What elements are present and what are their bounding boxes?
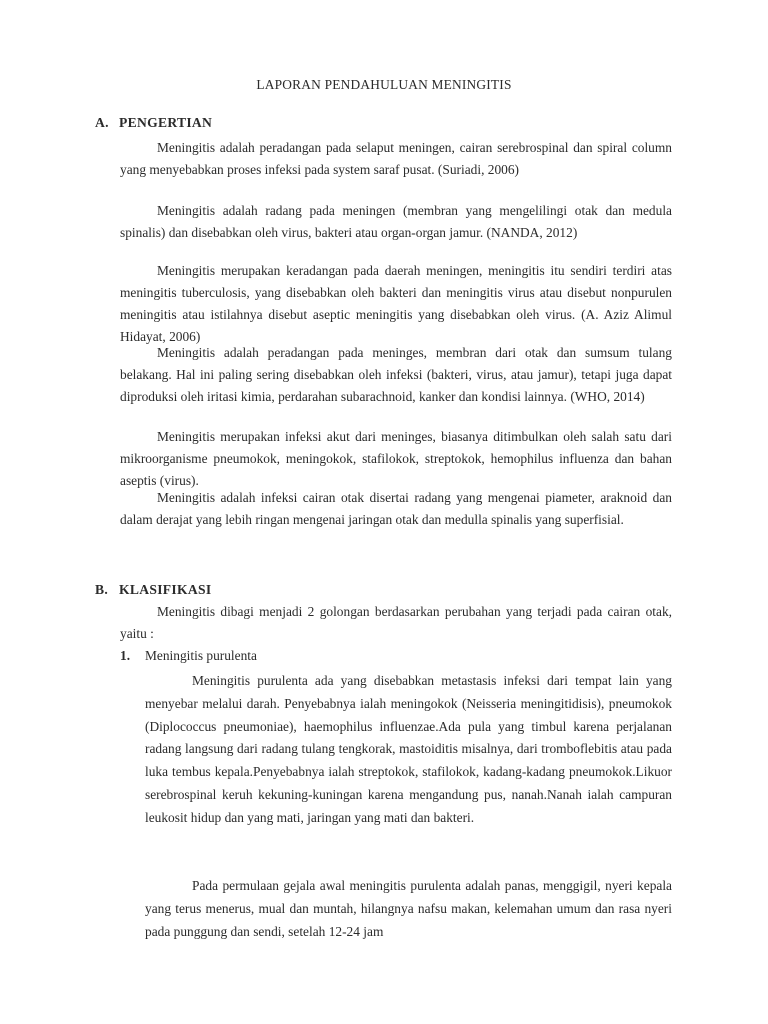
paragraph: Meningitis adalah radang pada meningen (membran yang mengelilingi otak dan medula spinalis) dan disebabkan oleh virus, bakteri atau organ-organ jamur. (NANDA, 2012) [120, 203, 672, 240]
list-number: 1. [120, 648, 131, 663]
paragraph: Meningitis merupakan keradangan pada daerah meningen, meningitis itu sendiri terdiri atas meningitis tuberculosis, yang disebabkan oleh bakteri dan meningitis virus atau disebut nonpurulen meningitis atau istilahnya disebut aseptic meningitis yang disebabkan oleh virus. (A. Aziz Alimul Hidayat, 2006) [120, 263, 672, 344]
paragraph: Meningitis adalah peradangan pada selaput meningen, cairan serebrospinal dan spiral column yang menyebabkan proses infeksi pada system saraf pusat. (Suriadi, 2006) [120, 140, 672, 177]
list-label: Meningitis purulenta [145, 648, 257, 663]
section-letter: A. [95, 115, 109, 130]
section-letter: B. [95, 582, 109, 597]
document-title: LAPORAN PENDAHULUAN MENINGITIS [256, 77, 512, 92]
section-heading-klasifikasi [95, 582, 211, 598]
list-item-meningitis-purulenta [120, 648, 257, 664]
paragraph: Pada permulaan gejala awal meningitis purulenta adalah panas, menggigil, nyeri kepala yang terus menerus, mual dan muntah, hilangnya nafsu makan, kelemahan umum dan rasa nyeri pada punggung dan sendi, setelah 12-24 jam [145, 878, 672, 939]
paragraph: Meningitis adalah peradangan pada meninges, membran dari otak dan sumsum tulang belakang. Hal ini paling sering disebabkan oleh infeksi (bakteri, virus, atau jamur), tetapi juga dapat diproduksi oleh iritasi kimia, perdarahan subarachnoid, kanker dan kondisi lainnya. (WHO, 2014) [120, 345, 672, 404]
paragraph: Meningitis dibagi menjadi 2 golongan berdasarkan perubahan yang terjadi pada cairan otak, yaitu : [120, 604, 672, 641]
section-heading-text: KLASIFIKASI [119, 582, 212, 597]
section-heading-pengertian [95, 115, 212, 131]
paragraph: Meningitis purulenta ada yang disebabkan metastasis infeksi dari tempat lain yang menyebar melalui darah. Penyebabnya ialah meningokok (Neisseria meningitidisis), pneumokok (Diplococcus pneumoniae), haemophilus influenzae.Ada pula yang timbul karena perjalanan radang langsung dari radang tulang tengkorak, mastoiditis misalnya, dari tromboflebitis atau pada luka tembus kepala.Penyebabnya ialah streptokok, stafilokok, kadang-kadang pneumokok.Likuor serebrospinal keruh kekuning-kuningan karena mengandung pus, nanah.Nanah ialah campuran leukosit hidup dan yang mati, jaringan yang mati dan bakteri. [145, 673, 672, 825]
paragraph: Meningitis adalah infeksi cairan otak disertai radang yang mengenai piameter, araknoid dan dalam derajat yang lebih ringan mengenai jaringan otak dan medulla spinalis yang superfisial. [120, 490, 672, 527]
section-heading-text: PENGERTIAN [119, 115, 213, 130]
paragraph: Meningitis merupakan infeksi akut dari meninges, biasanya ditimbulkan oleh salah satu dari mikroorganisme pneumokok, meningokok, stafilokok, streptokok, hemophilus influenza dan bahan aseptis (virus). [120, 429, 672, 488]
